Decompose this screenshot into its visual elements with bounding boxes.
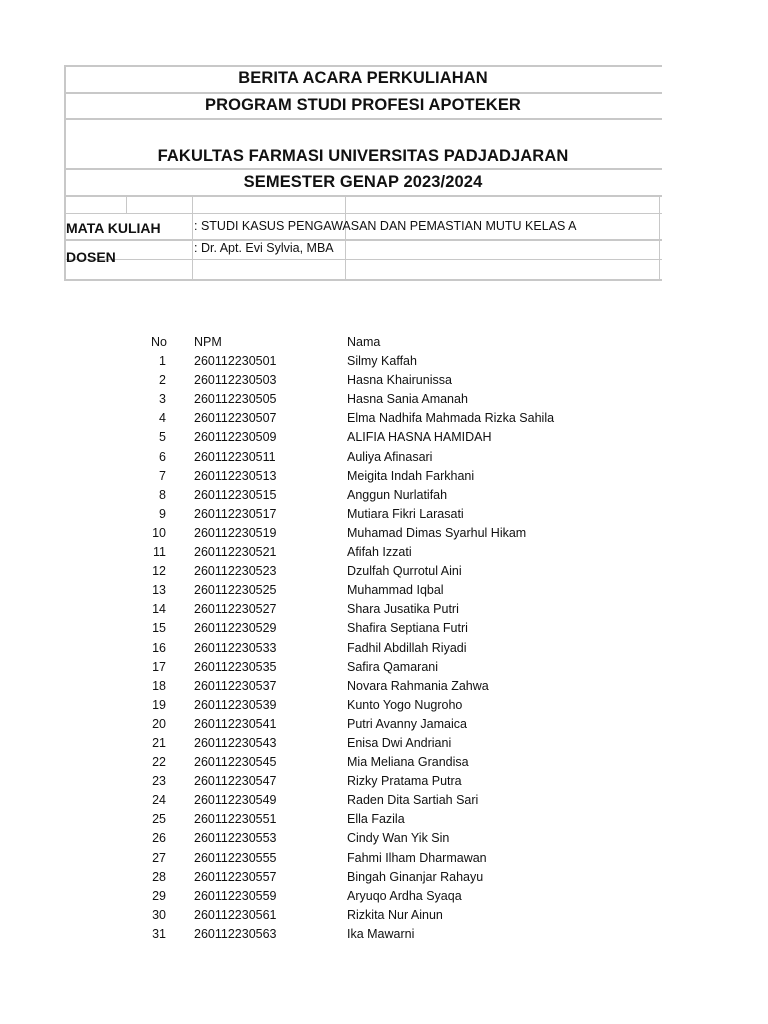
- cell-npm: 260112230517: [194, 506, 277, 521]
- cell-npm: 260112230521: [194, 545, 277, 560]
- cell-no: 27: [152, 850, 166, 865]
- title-berita-acara: BERITA ACARA PERKULIAHAN: [238, 69, 488, 87]
- cell-npm: 260112230525: [194, 583, 277, 598]
- table-row: [140, 906, 580, 925]
- cell-no: 20: [152, 716, 166, 731]
- table-row: [140, 715, 580, 734]
- cell-nama: Shafira Septiana Futri: [347, 621, 468, 636]
- mata-kuliah-value: : STUDI KASUS PENGAWASAN DAN PEMASTIAN MUTU KELAS A: [194, 219, 577, 233]
- cell-no: 7: [159, 468, 166, 483]
- table-row: [140, 352, 580, 371]
- cell-npm: 260112230551: [194, 812, 277, 827]
- cell-npm: 260112230553: [194, 831, 277, 846]
- cell-nama: Silmy Kaffah: [347, 354, 417, 369]
- table-row: [140, 600, 580, 619]
- table-row: [140, 868, 580, 887]
- cell-no: 5: [159, 430, 166, 445]
- cell-nama: Ella Fazila: [347, 812, 405, 827]
- cell-nama: Anggun Nurlatifah: [347, 487, 448, 502]
- dosen-value: : Dr. Apt. Evi Sylvia, MBA: [194, 241, 334, 255]
- cell-npm: 260112230537: [194, 678, 277, 693]
- table-row: [140, 467, 580, 486]
- cell-npm: 260112230543: [194, 735, 277, 750]
- cell-no: 21: [152, 735, 166, 750]
- table-row: [140, 543, 580, 562]
- cell-no: 8: [159, 487, 166, 502]
- grid-line: [64, 65, 662, 67]
- table-row: [140, 562, 580, 581]
- cell-nama: Muhamad Dimas Syarhul Hikam: [347, 525, 527, 540]
- cell-no: 25: [152, 812, 166, 827]
- cell-npm: 260112230503: [194, 373, 277, 388]
- mata-kuliah-label: MATA KULIAH: [66, 220, 161, 236]
- student-rows: [140, 352, 580, 944]
- grid-line: [659, 196, 660, 281]
- cell-no: 28: [152, 869, 166, 884]
- cell-no: 17: [152, 659, 166, 674]
- table-row: [140, 371, 580, 390]
- cell-nama: Meigita Indah Farkhani: [347, 468, 475, 483]
- grid-line: [64, 239, 662, 241]
- column-header-npm: NPM: [194, 335, 222, 349]
- cell-npm: 260112230519: [194, 525, 277, 540]
- table-row: [140, 619, 580, 638]
- table-row: [140, 639, 580, 658]
- cell-nama: Novara Rahmania Zahwa: [347, 678, 489, 693]
- cell-no: 1: [159, 354, 166, 369]
- table-row: [140, 524, 580, 543]
- cell-npm: 260112230541: [194, 716, 277, 731]
- cell-no: 15: [152, 621, 166, 636]
- cell-nama: Putri Avanny Jamaica: [347, 716, 467, 731]
- grid-line: [64, 259, 662, 260]
- cell-nama: ALIFIA HASNA HAMIDAH: [347, 430, 492, 445]
- cell-npm: 260112230535: [194, 659, 277, 674]
- grid-line: [64, 213, 662, 214]
- cell-npm: 260112230533: [194, 640, 277, 655]
- table-row: [140, 658, 580, 677]
- cell-nama: Afifah Izzati: [347, 545, 412, 560]
- cell-nama: Mutiara Fikri Larasati: [347, 506, 464, 521]
- grid-line: [64, 92, 662, 94]
- cell-no: 6: [159, 449, 166, 464]
- column-header-nama: Nama: [347, 335, 381, 349]
- cell-no: 13: [152, 583, 166, 598]
- cell-nama: Rizkita Nur Ainun: [347, 907, 443, 922]
- cell-nama: Hasna Khairunissa: [347, 373, 452, 388]
- table-row: [140, 581, 580, 600]
- grid-line: [64, 118, 662, 120]
- grid-line: [192, 196, 193, 281]
- cell-nama: Ika Mawarni: [347, 926, 415, 941]
- table-row: [140, 829, 580, 848]
- table-row: [140, 753, 580, 772]
- table-row: [140, 448, 580, 467]
- cell-no: 2: [159, 373, 166, 388]
- table-row: [140, 791, 580, 810]
- cell-nama: Elma Nadhifa Mahmada Rizka Sahila: [347, 411, 555, 426]
- cell-nama: Safira Qamarani: [347, 659, 439, 674]
- cell-no: 4: [159, 411, 166, 426]
- cell-npm: 260112230555: [194, 850, 277, 865]
- cell-npm: 260112230507: [194, 411, 277, 426]
- dosen-label: DOSEN: [66, 249, 116, 265]
- cell-no: 31: [152, 926, 166, 941]
- cell-npm: 260112230511: [194, 449, 276, 464]
- student-table: [140, 333, 580, 944]
- cell-no: 19: [152, 697, 166, 712]
- table-row: [140, 505, 580, 524]
- cell-nama: Shara Jusatika Putri: [347, 602, 459, 617]
- cell-nama: Enisa Dwi Andriani: [347, 735, 452, 750]
- column-header-no: No: [151, 335, 167, 349]
- table-row: [140, 887, 580, 906]
- table-header-row: [140, 333, 580, 352]
- grid-line: [64, 279, 662, 281]
- cell-npm: 260112230547: [194, 774, 277, 789]
- grid-line: [64, 195, 662, 197]
- grid-line: [345, 196, 346, 281]
- cell-nama: Auliya Afinasari: [347, 449, 433, 464]
- cell-no: 3: [159, 392, 166, 407]
- table-row: [140, 428, 580, 447]
- cell-no: 23: [152, 774, 166, 789]
- title-program-studi: PROGRAM STUDI PROFESI APOTEKER: [205, 96, 521, 114]
- table-row: [140, 390, 580, 409]
- grid-line: [126, 196, 127, 213]
- cell-npm: 260112230515: [194, 487, 277, 502]
- title-fakultas: FAKULTAS FARMASI UNIVERSITAS PADJADJARAN: [157, 147, 569, 165]
- table-row: [140, 849, 580, 868]
- table-row: [140, 677, 580, 696]
- cell-npm: 260112230509: [194, 430, 277, 445]
- table-row: [140, 925, 580, 944]
- cell-nama: Fadhil Abdillah Riyadi: [347, 640, 467, 655]
- cell-nama: Cindy Wan Yik Sin: [347, 831, 450, 846]
- cell-nama: Kunto Yogo Nugroho: [347, 697, 463, 712]
- cell-no: 14: [152, 602, 166, 617]
- cell-npm: 260112230545: [194, 755, 277, 770]
- cell-npm: 260112230523: [194, 564, 277, 579]
- cell-nama: Bingah Ginanjar Rahayu: [347, 869, 484, 884]
- cell-npm: 260112230527: [194, 602, 277, 617]
- cell-no: 16: [152, 640, 166, 655]
- cell-nama: Raden Dita Sartiah Sari: [347, 793, 479, 808]
- cell-no: 24: [152, 793, 166, 808]
- table-row: [140, 810, 580, 829]
- cell-nama: Hasna Sania Amanah: [347, 392, 468, 407]
- document-header: [64, 65, 662, 281]
- table-row: [140, 486, 580, 505]
- table-row: [140, 409, 580, 428]
- cell-no: 18: [152, 678, 166, 693]
- cell-nama: Aryuqo Ardha Syaqa: [347, 888, 462, 903]
- cell-no: 26: [152, 831, 166, 846]
- cell-no: 29: [152, 888, 166, 903]
- cell-no: 11: [153, 545, 166, 560]
- cell-npm: 260112230513: [194, 468, 277, 483]
- cell-nama: Muhammad Iqbal: [347, 583, 444, 598]
- table-row: [140, 696, 580, 715]
- cell-no: 10: [152, 525, 166, 540]
- grid-line: [64, 168, 662, 170]
- cell-nama: Dzulfah Qurrotul Aini: [347, 564, 462, 579]
- cell-npm: 260112230505: [194, 392, 277, 407]
- cell-npm: 260112230539: [194, 697, 277, 712]
- cell-npm: 260112230557: [194, 869, 277, 884]
- cell-npm: 260112230549: [194, 793, 277, 808]
- cell-nama: Mia Meliana Grandisa: [347, 755, 469, 770]
- cell-npm: 260112230501: [194, 354, 277, 369]
- cell-no: 12: [152, 564, 166, 579]
- cell-npm: 260112230529: [194, 621, 277, 636]
- cell-nama: Rizky Pratama Putra: [347, 774, 462, 789]
- table-row: [140, 734, 580, 753]
- cell-no: 9: [159, 506, 166, 521]
- table-row: [140, 772, 580, 791]
- cell-npm: 260112230563: [194, 926, 277, 941]
- cell-nama: Fahmi Ilham Dharmawan: [347, 850, 487, 865]
- title-semester: SEMESTER GENAP 2023/2024: [243, 173, 483, 191]
- cell-no: 30: [152, 907, 166, 922]
- cell-npm: 260112230559: [194, 888, 277, 903]
- cell-npm: 260112230561: [194, 907, 277, 922]
- cell-no: 22: [152, 755, 166, 770]
